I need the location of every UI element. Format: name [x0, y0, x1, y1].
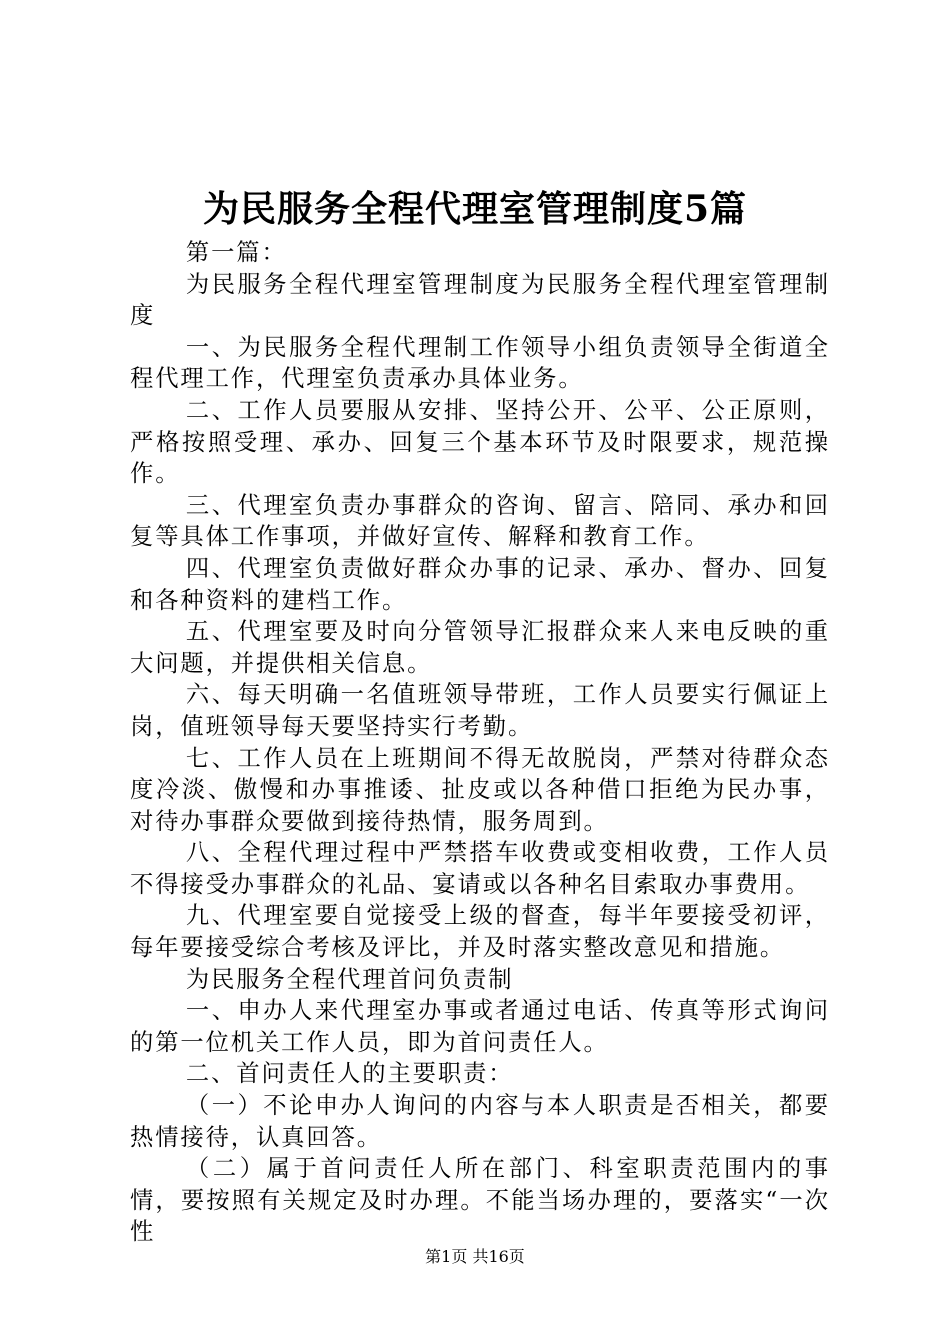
paragraph: 三、代理室负责办事群众的咨询、留言、陪同、承办和回复等具体工作事项，并做好宣传、解释和教育工作。 [130, 491, 830, 551]
paragraph: 二、工作人员要服从安排、坚持公开、公平、公正原则，严格按照受理、承办、回复三个基本环节及时限要求，规范操作。 [130, 396, 830, 488]
paragraph: 第一篇： [185, 239, 287, 266]
paragraph: （二）属于首问责任人所在部门、科室职责范围内的事情，要按照有关规定及时办理。不能当场办理的，要落实“一次性 [130, 1155, 830, 1246]
paragraph: （一）不论申办人询问的内容与本人职责是否相关，都要热情接待，认真回答。 [130, 1092, 830, 1151]
page-number: 第1页 共16页 [425, 1247, 525, 1266]
paragraph: 八、全程代理过程中严禁搭车收费或变相收费，工作人员不得接受办事群众的礼品、宴请或以各种名目索取办事费用。 [130, 839, 830, 898]
paragraph: 二、首问责任人的主要职责： [185, 1060, 514, 1088]
section-heading: 为民服务全程代理首问负责制 [185, 965, 514, 993]
paragraph: 七、工作人员在上班期间不得无故脱岗，严禁对待群众态度冷淡、傲慢和办事推诿、扯皮或以各种借口拒绝为民办事，对待办事群众要做到接待热情，服务周到。 [130, 744, 830, 835]
paragraph: 为民服务全程代理室管理制度为民服务全程代理室管理制度 [130, 270, 830, 330]
paragraph: 五、代理室要及时向分管领导汇报群众来人来电反映的重大问题，并提供相关信息。 [130, 618, 830, 677]
paragraph: 一、为民服务全程代理制工作领导小组负责领导全街道全程代理工作，代理室负责承办具体业务。 [130, 333, 830, 393]
paragraph: 四、代理室负责做好群众办事的记录、承办、督办、回复和各种资料的建档工作。 [130, 554, 830, 614]
document-body [130, 237, 830, 1248]
paragraph: 一、申办人来代理室办事或者通过电话、传真等形式询问的第一位机关工作人员，即为首问责任人。 [130, 997, 830, 1056]
paragraph: 九、代理室要自觉接受上级的督查，每半年要接受初评，每年要接受综合考核及评比，并及时落实整改意见和措施。 [130, 902, 830, 962]
document-title: 为民服务全程代理室管理制度5篇 [202, 188, 748, 230]
paragraph: 六、每天明确一名值班领导带班，工作人员要实行佩证上岗，值班领导每天要坚持实行考勤。 [130, 681, 830, 740]
